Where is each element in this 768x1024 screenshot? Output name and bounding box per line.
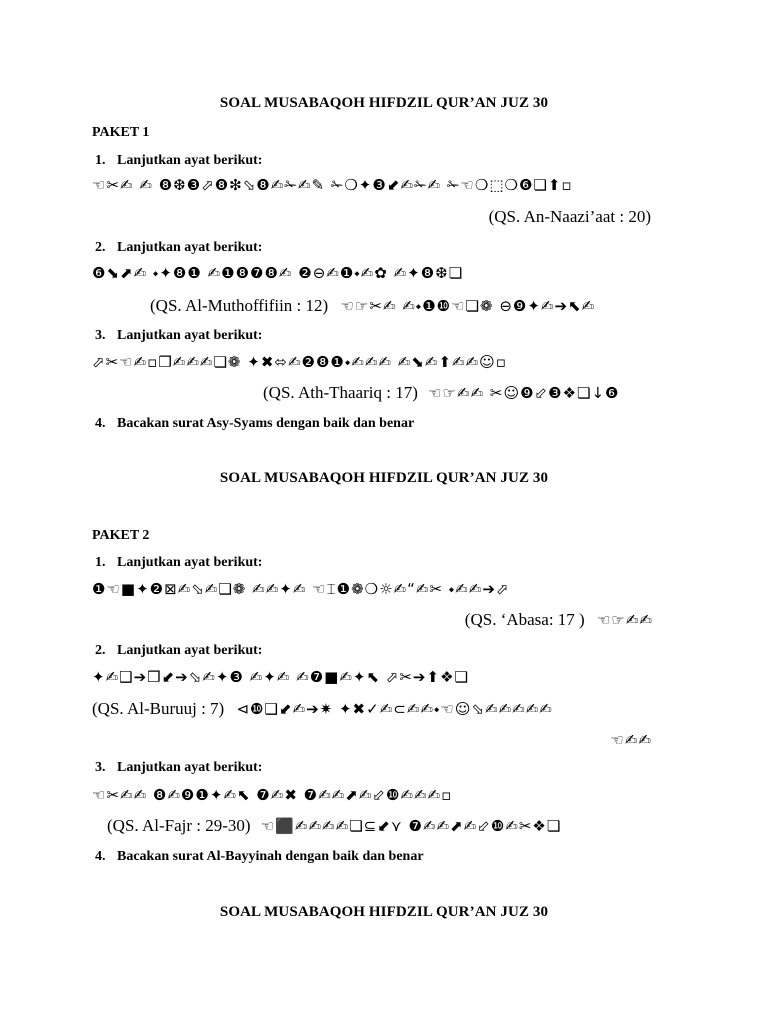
s2-q2-arabic-text: ✦✍❑➔❒⬋➔⬂✍✦❸ ✍✦✍ ✍❼■✍✦⬉ ⬀✂➔⬆❖❏: [92, 668, 469, 686]
question-number: 1.: [95, 555, 106, 570]
s2-q1-arabic-text: ❶☜■✦❷⊠✍⬂✍❏❁ ✍✍✦✍ ☜⌶❶❁❍☼✍“✍✂ ⬩✍✍➔⬀: [92, 580, 510, 598]
question-label: Bacakan surat Al-Bayyinah dengan baik dan benar: [117, 849, 424, 864]
paket-2-heading: PAKET 2: [92, 528, 150, 543]
page-title-3: SOAL MUSABAQOH HIFDZIL QUR’AN JUZ 30: [219, 904, 549, 920]
s2-q3-arabic-text: ☜✂✍✍ ❽✍❾❶✦✍⬉ ❼✍✖ ❼✍✍⬈✍⬃❿✍✍✍▫: [92, 786, 453, 804]
question-label: Lanjutkan ayat berikut:: [117, 328, 263, 343]
s1-q2-arabic-text: ❻⬊⬈✍ ⬩✦❽❶ ✍❶❽❼❽✍ ❷⊖✍❶⬩✍✿ ✍✦❽❆❏: [92, 264, 464, 282]
page-title-2: SOAL MUSABAQOH HIFDZIL QUR’AN JUZ 30: [219, 470, 549, 486]
s2-q2-reference-line: [92, 699, 652, 719]
s2-q1-arabic-tail: ☜☞✍✍: [596, 611, 653, 629]
s2-question-3: [95, 760, 262, 776]
question-label: Bacakan surat Asy-Syams dengan baik dan benar: [117, 416, 415, 431]
question-label: Lanjutkan ayat berikut:: [117, 555, 263, 570]
s1-question-1: [95, 153, 262, 169]
s1-question-4: [95, 416, 414, 432]
s1-q1-reference: (QS. An-Naazi’aat : 20): [488, 207, 651, 226]
s2-q2-reference: (QS. Al-Buruuj : 7): [92, 699, 225, 718]
question-number: 2.: [95, 643, 106, 658]
question-number: 4.: [95, 849, 106, 864]
s2-q2-arabic-tail: ☜✍✍: [610, 731, 652, 749]
s1-question-3: [95, 328, 262, 344]
question-number: 3.: [95, 760, 106, 775]
s2-question-4: [95, 849, 424, 865]
paket-1-heading: PAKET 1: [92, 125, 150, 140]
question-label: Lanjutkan ayat berikut:: [117, 240, 263, 255]
s1-question-2: [95, 240, 262, 256]
question-number: 1.: [95, 153, 106, 168]
question-number: 4.: [95, 416, 106, 431]
s1-q1-arabic-text: ☜✂✍ ✍ ❽❆❸⬀❽❇⬂❽✍✁✍✎ ✁❍✦❸⬋✍✁✍ ✁☜❍⬚❍❻❏⬆▫: [92, 176, 573, 194]
s1-q3-arabic-tail: ☜☞✍✍ ✂☺❾⬃❸❖❏↓❻: [428, 384, 620, 402]
question-number: 2.: [95, 240, 106, 255]
s1-q3-reference-line: [263, 383, 620, 403]
question-label: Lanjutkan ayat berikut:: [117, 643, 263, 658]
s2-q3-reference: (QS. Al-Fajr : 29-30): [107, 816, 251, 835]
question-label: Lanjutkan ayat berikut:: [117, 760, 263, 775]
s2-question-2: [95, 643, 262, 659]
s2-q1-reference-line: [465, 610, 653, 630]
page-title-1: SOAL MUSABAQOH HIFDZIL QUR’AN JUZ 30: [219, 95, 549, 111]
s1-q3-arabic-text: ⬀✂☜✍▫❒✍✍✍❏❁ ✦✖⬄✍❷❽❶⬩✍✍✍ ✍⬊✍⬆✍✍☺▫: [92, 353, 507, 371]
s2-question-1: [95, 555, 262, 571]
s2-q1-reference: (QS. ‘Abasa: 17 ): [464, 610, 585, 629]
s1-q3-reference: (QS. Ath-Thaariq : 17): [263, 383, 418, 402]
s1-q2-reference: (QS. Al-Muthoffifiin : 12): [150, 296, 329, 315]
s1-q2-reference-line: [150, 296, 595, 316]
s2-q3-reference-line: [107, 816, 561, 836]
s2-q3-arabic-tail: ☜⬛✍✍✍✍❏⊆⬋⋎ ❼✍✍⬈✍⬃❿✍✂❖❏: [260, 817, 562, 835]
question-label: Lanjutkan ayat berikut:: [117, 153, 263, 168]
s2-q2-arabic-mid: ⊲❿❑⬋✍➔✷ ✦✖✓✍⊂✍✍⬩☜☺⬂✍✍✍✍✍: [236, 700, 553, 718]
question-number: 3.: [95, 328, 106, 343]
s1-q2-arabic-tail: ☜☞✂✍ ✍⬩❶❿☜❏❁ ⊖❾✦✍➔⬉✍: [340, 297, 596, 315]
